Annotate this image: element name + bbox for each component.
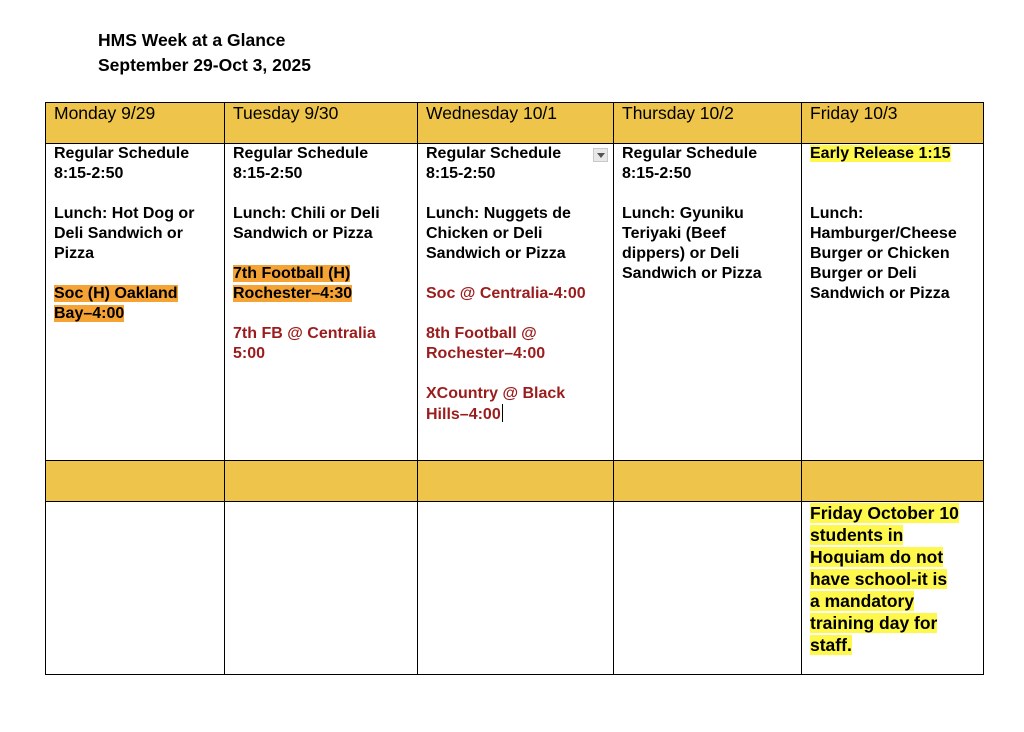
event-text: 7th FB @ Centralia: [233, 325, 376, 342]
lunch-text: Hamburger/Cheese: [810, 225, 957, 242]
lunch-text: Sandwich or Pizza: [426, 245, 566, 262]
cell-friday[interactable]: [802, 144, 984, 461]
schedule-time: 8:15-2:50: [54, 165, 124, 182]
cell-thursday[interactable]: [614, 144, 802, 461]
notes-cell-thursday[interactable]: [614, 502, 802, 675]
friday-note-text: Hoquiam do not: [810, 547, 944, 567]
event-text: Soc @ Centralia-4:00: [426, 285, 586, 302]
lunch-text: Chicken or Deli: [426, 225, 543, 242]
event-text: Rochester–4:00: [426, 345, 546, 362]
cell-wednesday[interactable]: [418, 144, 614, 461]
lunch-text: Sandwich or Pizza: [810, 285, 950, 302]
notes-cell-friday[interactable]: [802, 502, 984, 675]
header-tuesday: Tuesday 9/30: [225, 103, 418, 144]
header-friday: Friday 10/3: [802, 103, 984, 144]
friday-note-text: staff.: [810, 635, 852, 655]
friday-note-text: a mandatory: [810, 591, 915, 611]
event-text: 5:00: [233, 345, 266, 362]
schedule-text: Regular Schedule: [426, 145, 562, 162]
event-text: XCountry @ Black: [426, 385, 566, 402]
header-wednesday: Wednesday 10/1: [418, 103, 614, 144]
friday-note-text: have school-it is: [810, 569, 948, 589]
schedule-time: 8:15-2:50: [233, 165, 303, 182]
lunch-text: Burger or Deli: [810, 265, 917, 282]
week-table: [45, 102, 984, 675]
header-thursday: Thursday 10/2: [614, 103, 802, 144]
schedule-time: 8:15-2:50: [426, 165, 496, 182]
early-release-highlight: Early Release 1:15: [810, 145, 951, 162]
spacer-cell[interactable]: [802, 461, 984, 502]
lunch-text: Burger or Chicken: [810, 245, 950, 262]
lunch-text: Sandwich or Pizza: [233, 225, 373, 242]
lunch-text: Sandwich or Pizza: [622, 265, 762, 282]
friday-note-text: students in: [810, 525, 904, 545]
schedule-text: Regular Schedule: [233, 145, 369, 162]
friday-note-text: training day for: [810, 613, 938, 633]
lunch-text: Lunch:: [810, 205, 864, 222]
schedule-text: Regular Schedule: [54, 145, 190, 162]
lunch-text: Lunch: Nuggets de: [426, 205, 571, 222]
spacer-cell[interactable]: [614, 461, 802, 502]
schedule-row: [46, 144, 984, 461]
cell-monday[interactable]: [46, 144, 225, 461]
event-highlight: Soc (H) Oakland: [54, 285, 178, 302]
lunch-text: Teriyaki (Beef: [622, 225, 726, 242]
notes-row: [46, 502, 984, 675]
schedule-text: Regular Schedule: [622, 145, 758, 162]
cell-tuesday[interactable]: [225, 144, 418, 461]
notes-cell-tuesday[interactable]: [225, 502, 418, 675]
header-monday: Monday 9/29: [46, 103, 225, 144]
lunch-text: Pizza: [54, 245, 95, 262]
notes-cell-monday[interactable]: [46, 502, 225, 675]
event-highlight: Bay–4:00: [54, 305, 125, 322]
spacer-cell[interactable]: [46, 461, 225, 502]
event-highlight: 7th Football (H): [233, 265, 351, 282]
friday-note-text: Friday October 10: [810, 503, 959, 523]
event-text: Hills–4:00: [426, 406, 501, 423]
notes-cell-wednesday[interactable]: [418, 502, 614, 675]
event-highlight: Rochester–4:30: [233, 285, 353, 302]
lunch-text: Lunch: Gyuniku: [622, 205, 744, 222]
schedule-time: 8:15-2:50: [622, 165, 692, 182]
document-title: [98, 28, 311, 78]
day-header-row: [46, 103, 984, 144]
lunch-text: dippers) or Deli: [622, 245, 740, 262]
title-line: HMS Week at a Glance: [98, 30, 286, 50]
lunch-text: Lunch: Hot Dog or: [54, 205, 195, 222]
lunch-text: Deli Sandwich or: [54, 225, 183, 242]
spacer-row: [46, 461, 984, 502]
event-text: 8th Football @: [426, 325, 537, 342]
spacer-cell[interactable]: [225, 461, 418, 502]
spacer-cell[interactable]: [418, 461, 614, 502]
text-cursor: [502, 404, 503, 422]
lunch-text: Lunch: Chili or Deli: [233, 205, 380, 222]
date-range: September 29-Oct 3, 2025: [98, 55, 312, 75]
